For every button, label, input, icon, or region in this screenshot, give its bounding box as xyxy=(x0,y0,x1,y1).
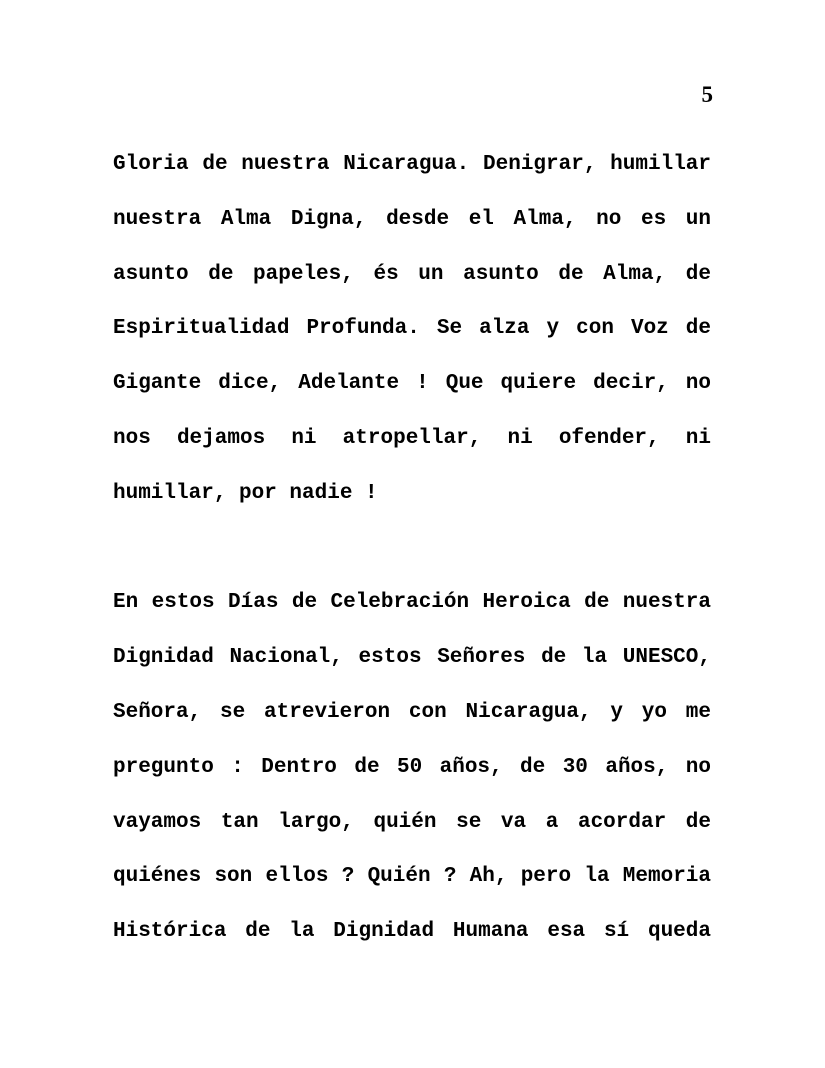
text-line: Gloria de nuestra Nicaragua. Denigrar, humillar xyxy=(113,153,711,176)
text-line: Espiritualidad Profunda. Se alza y con Voz de xyxy=(113,317,711,341)
text-line: vayamos tan largo, quién se va a acordar de xyxy=(113,810,711,834)
text-line: quiénes son ellos ? Quién ? Ah, pero la Memoria xyxy=(113,865,711,889)
page-number: 5 xyxy=(701,82,713,107)
text-line: Histórica de la Dignidad Humana esa sí queda xyxy=(113,920,711,944)
text-line: nos dejamos ni atropellar, ni ofender, ni xyxy=(113,426,711,450)
text-line: nuestra Alma Digna, desde el Alma, no es un xyxy=(113,207,711,231)
text-line: asunto de papeles, és un asunto de Alma, de xyxy=(113,262,711,286)
text-line: pregunto : Dentro de 50 años, de 30 años, no xyxy=(113,755,711,779)
text-line: humillar, por nadie ! xyxy=(113,481,378,505)
paragraph-1 xyxy=(113,138,711,522)
text-line: Dignidad Nacional, estos Señores de la UNESCO, xyxy=(113,646,711,670)
paragraph-2 xyxy=(113,576,711,960)
text-line: Gigante dice, Adelante ! Que quiere decir, no xyxy=(113,372,711,396)
body-text xyxy=(113,138,711,960)
text-line: En estos Días de Celebración Heroica de nuestra xyxy=(113,591,711,615)
text-line: Señora, se atrevieron con Nicaragua, y yo me xyxy=(113,700,711,724)
